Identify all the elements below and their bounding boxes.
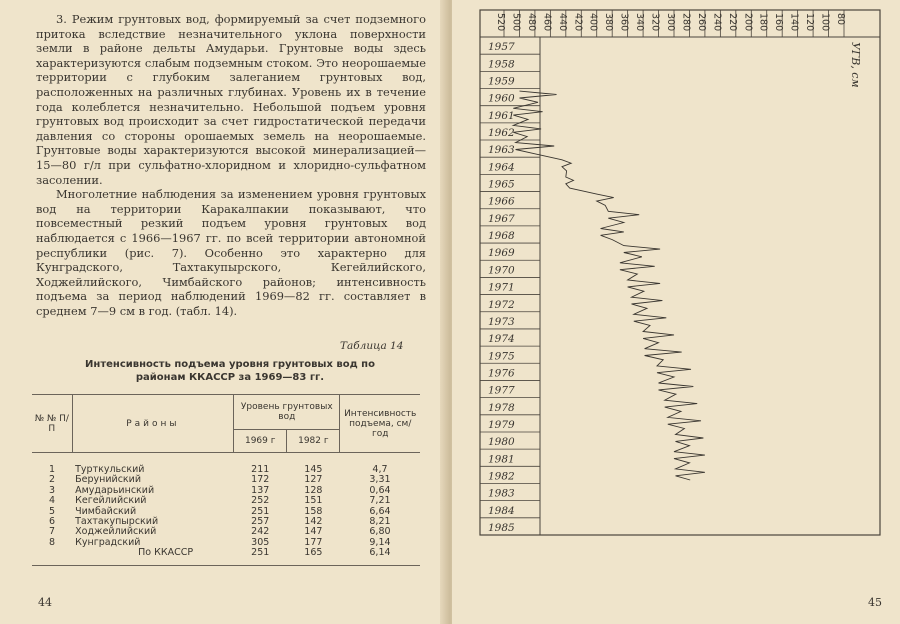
year-label: 1958 [488, 58, 515, 71]
y-tick-label: 440 [556, 13, 568, 32]
cell-1969: 251 [251, 505, 270, 517]
y-tick-label: 260 [695, 13, 707, 32]
y-tick-label: 100 [819, 13, 831, 32]
y-tick-label: 280 [680, 13, 692, 32]
cell-rate: 4,7 [372, 464, 388, 475]
y-axis-label: УГВ, см [849, 42, 862, 88]
year-label: 1967 [488, 212, 515, 225]
cell-1969: 257 [251, 516, 270, 528]
table-title [60, 358, 400, 384]
cell-number: 3 [49, 484, 56, 496]
year-label: 1971 [488, 281, 515, 294]
year-label: 1959 [488, 75, 515, 88]
year-label: 1973 [488, 315, 515, 328]
cell-1969: 172 [251, 474, 270, 486]
cell-number: 6 [49, 516, 56, 528]
year-label: 1968 [488, 230, 515, 243]
body-text [36, 12, 426, 318]
year-label: 1984 [488, 504, 515, 517]
y-tick-label: 340 [634, 13, 646, 32]
cell-1982: 142 [304, 516, 323, 528]
y-tick-label: 240 [711, 13, 723, 32]
year-label: 1985 [488, 522, 515, 534]
right-page [452, 0, 900, 624]
cell-rate: 3,31 [369, 474, 391, 486]
year-label: 1964 [488, 161, 515, 174]
cell-1969: 305 [251, 536, 270, 548]
y-tick-label: 480 [525, 13, 537, 32]
cell-1982: 145 [304, 464, 323, 475]
y-tick-label: 80 [835, 13, 846, 26]
cell-rate: 8,21 [369, 516, 391, 528]
header-number: № № П/П [32, 395, 72, 453]
y-tick-label: 120 [804, 13, 816, 32]
cell-1982-total: 165 [287, 548, 340, 565]
y-tick-label: 420 [572, 13, 584, 32]
cell-rate: 6,64 [369, 505, 391, 517]
cell-district: Кунградский [75, 536, 141, 548]
cell-rate: 9,14 [369, 536, 391, 548]
table-row-total [32, 548, 420, 565]
groundwater-level-chart [452, 0, 900, 624]
cell-district-total: По ККАССР [72, 548, 234, 565]
cell-1969: 211 [251, 464, 270, 475]
table-title-line-2: районам ККАССР за 1969—83 гг. [135, 372, 325, 383]
table-row [32, 453, 420, 476]
cell-1969: 242 [251, 526, 270, 538]
y-tick-label: 180 [757, 13, 769, 32]
cell-1969: 252 [251, 495, 270, 507]
year-label: 1982 [488, 470, 515, 483]
page-number-right: 45 [868, 596, 882, 609]
cell-district: Турткульский [75, 464, 145, 475]
cell-number: 1 [49, 464, 56, 475]
cell-district: Тахтакупырский [75, 516, 159, 528]
cell-1982: 158 [304, 505, 323, 517]
year-label: 1980 [488, 436, 515, 449]
cell-1982: 151 [304, 495, 323, 507]
year-label: 1977 [488, 384, 515, 397]
year-label: 1962 [488, 127, 515, 140]
cell-district: Ходжейлийский [75, 526, 157, 538]
year-label: 1981 [488, 453, 515, 466]
year-label: 1965 [488, 178, 515, 191]
cell-1982: 147 [304, 526, 323, 538]
year-label: 1961 [488, 109, 515, 122]
cell-number: 7 [49, 526, 56, 538]
cell-number: 2 [49, 474, 56, 486]
header-1982: 1982 г [287, 430, 340, 453]
paragraph-2: Многолетние наблюдения за изменением уровня грунтовых вод на территории Каракалпакии показывают, что повсеместный резкий подъем уровня грунтовых вод наблюдается с 1966—1967 гг. по всей территории автономной республики (рис. 7). Особенно это характерно для Кунградского, Тахтакупырского, Кегейлийского, Ходжейлийского, Чимбайского районов; интенсивность подъема за период наблюдений 1969—82 гг. составляет в среднем 7—9 см в год. (табл. 14). [36, 187, 426, 318]
cell-district: Берунийский [75, 474, 142, 486]
cell-number: 4 [49, 495, 56, 507]
cell-number: 5 [49, 505, 56, 517]
y-tick-label: 400 [587, 13, 599, 32]
cell-district: Амударьинский [75, 484, 155, 496]
cell-1982: 127 [304, 474, 323, 486]
year-label: 1978 [488, 401, 515, 414]
cell-number: 8 [49, 536, 56, 548]
year-label: 1976 [488, 367, 515, 380]
year-label: 1983 [488, 487, 515, 500]
year-label: 1969 [488, 247, 515, 260]
header-1969: 1969 г [234, 430, 287, 453]
cell-rate: 6,80 [369, 526, 391, 538]
header-intensity: Интенсивность подъема, см/год [340, 395, 420, 453]
y-axis-ticks [495, 10, 846, 37]
left-page [0, 0, 448, 624]
y-tick-label: 380 [603, 13, 615, 32]
header-level: Уровень грунтовых вод [234, 395, 340, 430]
cell-rate: 0,64 [369, 484, 391, 496]
year-label: 1979 [488, 418, 515, 431]
page-number-left: 44 [38, 596, 52, 609]
header-district: Районы [72, 395, 234, 453]
y-tick-label: 300 [665, 13, 676, 32]
cell-1969-total: 251 [234, 548, 287, 565]
y-tick-label: 140 [788, 13, 800, 32]
year-label: 1974 [488, 333, 515, 346]
year-label: 1966 [488, 195, 515, 208]
table-caption: Таблица 14 [340, 340, 404, 352]
y-tick-label: 360 [618, 13, 630, 32]
cell-rate: 7,21 [369, 495, 391, 507]
level-series [513, 91, 705, 480]
year-rows [480, 37, 540, 534]
y-tick-label: 520 [495, 13, 506, 32]
y-tick-label: 460 [541, 13, 553, 32]
table-row [32, 538, 420, 548]
year-label: 1960 [488, 92, 515, 105]
year-label: 1975 [488, 350, 515, 363]
year-label: 1970 [488, 264, 515, 277]
cell-1982: 128 [304, 484, 323, 496]
y-tick-label: 320 [649, 13, 661, 32]
groundwater-table [32, 394, 420, 566]
y-tick-label: 220 [726, 13, 738, 32]
cell-1982: 177 [304, 536, 323, 548]
table-title-line-1: Интенсивность подъема уровня грунтовых вод по [85, 359, 375, 370]
year-label: 1957 [488, 41, 515, 54]
paragraph-1: 3. Режим грунтовых вод, формируемый за счет подземного притока вследствие незначительного уклона поверхности земли в районе дельты Амударьи. Грунтовые воды здесь характеризуются слабым подземным стоком. Это неорошаемые территории с глубоким залеганием грунтовых вод, расположенных на различных глубинах. Уровень их в течение года колеблется незначительно. Небольшой подъем уровня грунтовых вод происходит за счет гидростатической передачи давления со стороны орошаемых земель на неорошаемые. Грунтовые воды характеризуются высокой минерализацией—15—80 г/л при сульфатно-хлоридном и хлоридно-сульфатном засолении. [36, 12, 426, 187]
year-label: 1972 [488, 298, 515, 311]
cell-district: Кегейлийский [75, 495, 147, 507]
cell-rate-total: 6,14 [340, 548, 420, 565]
y-tick-label: 500 [510, 13, 522, 32]
y-tick-label: 200 [742, 13, 754, 32]
cell-district: Чимбайский [75, 505, 137, 517]
groundwater-level-line [513, 91, 705, 480]
y-tick-label: 160 [773, 13, 785, 32]
year-label: 1963 [488, 144, 515, 157]
cell-1969: 137 [251, 484, 270, 496]
